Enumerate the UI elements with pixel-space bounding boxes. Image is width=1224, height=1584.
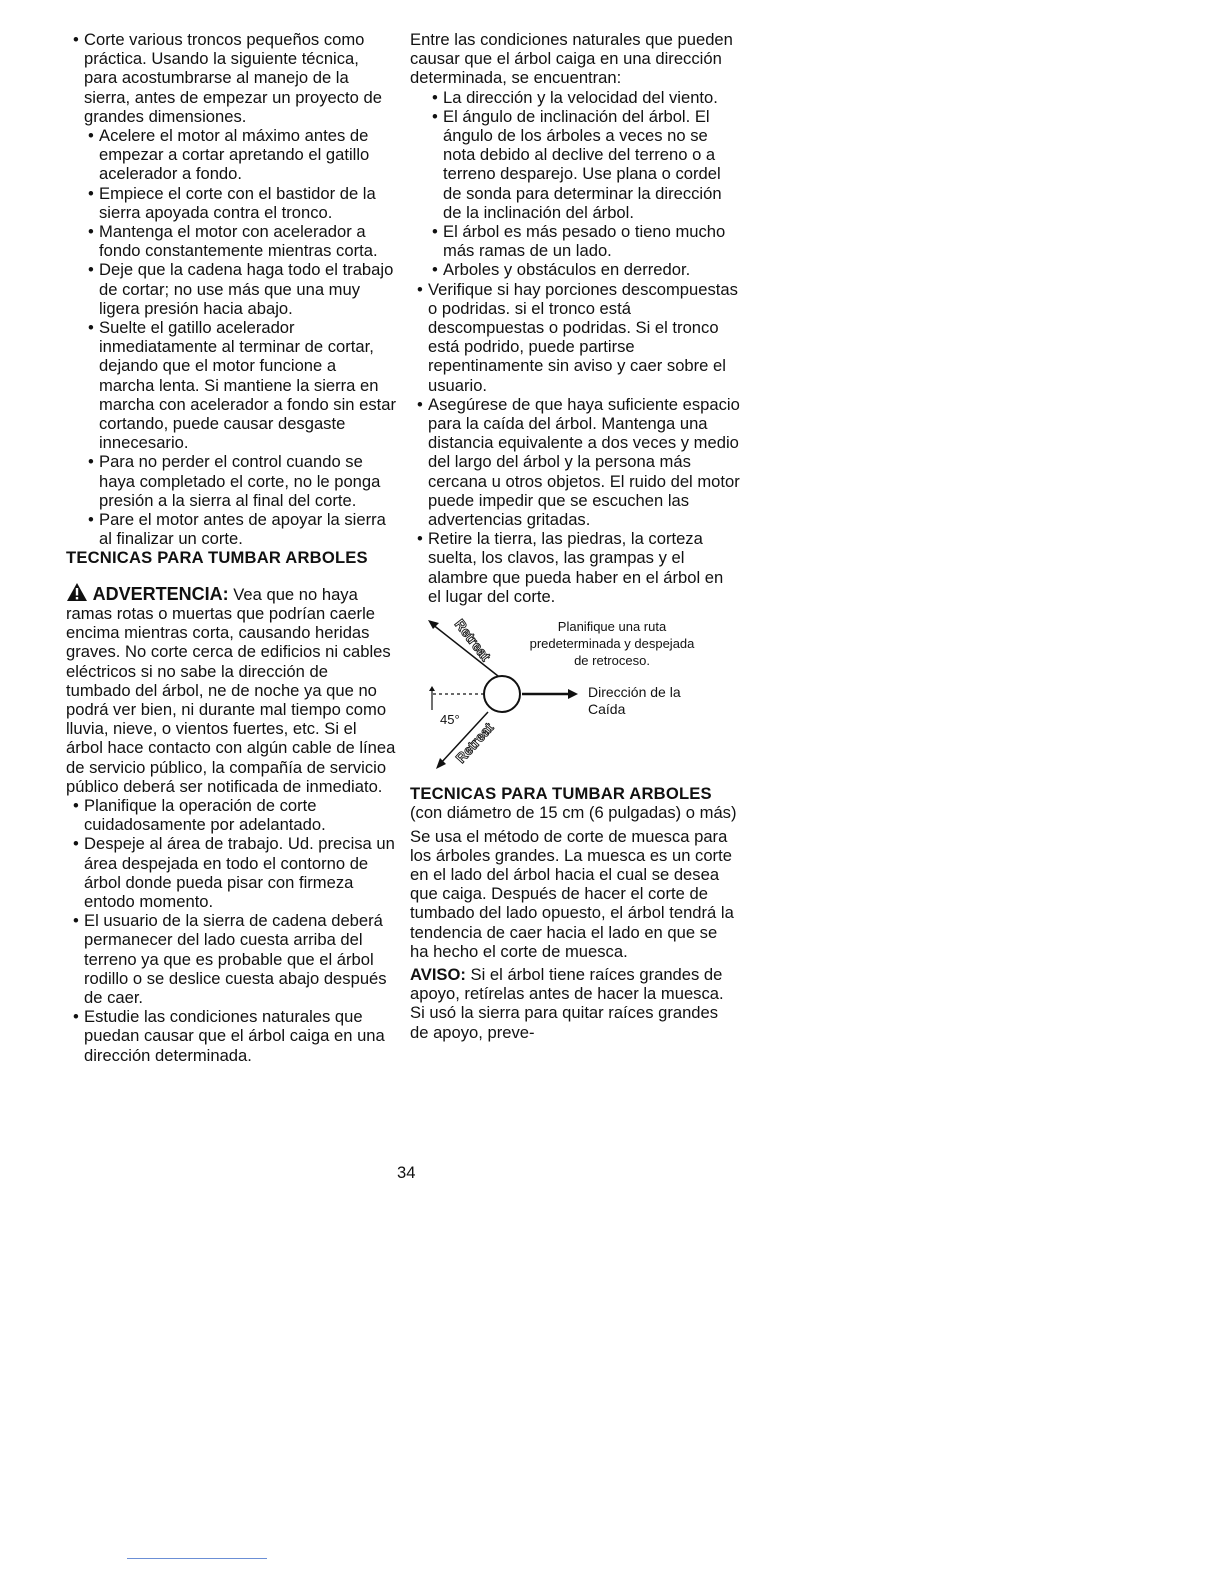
retreat-diagram [410,614,740,784]
sub-bullet-full-throttle: • Mantenga el motor con acelerador a fondo constantemente mientras corta. [66,222,396,260]
tree-circle [484,676,520,712]
sub-bullet-stop-motor: • Pare el motor antes de apoyar la sierra al finalizar un corte. [66,510,396,548]
sub-bullet-release-trigger: • Suelte el gatillo acelerador inmediatamente al terminar de cortar, dejando que el motor funcione a marcha lenta. Si mantiene la sierra en marcha con acelerador a fondo sin estar cortando, puede causar desgaste innecesario. [66,318,396,452]
warning-title: ADVERTENCIA: [92,583,229,604]
warning-text: Vea que no haya ramas rotas o muertas que podrían caerle encima mientras corta, causando heridas graves. No corte cerca de edificios ni cables eléctricos si no sabe la dirección de tumbado del árbol, ne de noche ya que no podrá ver bien, ni durante mal tiempo como lluvia, nieve, o vientos fuertes, etc. Si el árbol hace contacto con algún cable de línea de servicio público, la compañía de servicio público deberá ser notificada de inmediato. [66,584,396,796]
bullet-natural-conditions: • Estudie las condiciones naturales que puedan causar que el árbol caiga en una dirección determinada. [66,1007,396,1065]
aviso-block [410,965,740,1042]
sub-bullet-lean: • El ángulo de inclinación del árbol. El ángulo de los árboles a veces no se nota debido al declive del terreno o a terreno desparejo. Use plana o cordel de sonda para determinar la dirección de la inclinación del árbol. [410,107,740,222]
angle-label: 45° [440,712,460,728]
sub-bullet-weight: • El árbol es más pesado o tieno mucho más ramas de un lado. [410,222,740,260]
footer-rule [127,1558,267,1559]
aviso-text: Si el árbol tiene raíces grandes de apoyo, retírelas antes de hacer la muesca. Si usó la sierra para quitar raíces grandes de apoyo, preve- [410,964,724,1042]
sub-bullet-control: • Para no perder el control cuando se haya completado el corte, no le ponga presión a la sierra al final del corte. [66,452,396,510]
diameter-note: (con diámetro de 15 cm (6 pulgadas) o más) [410,803,737,823]
bullet-uphill: • El usuario de la sierra de cadena deberá permanecer del lado cuesta arriba del terreno ya que es probable que el árbol rodillo o se deslice cuesta abajo después de caer. [66,911,396,1007]
angle-tick-arrow-icon [429,686,435,691]
section-heading-felling: TECNICAS PARA TUMBAR ARBOLES [66,548,368,568]
aviso-label: AVISO: [410,964,466,984]
right-column [410,30,740,1042]
warning-triangle-icon [66,582,88,602]
sub-bullet-wind: • La dirección y la velocidad del viento. [410,88,740,107]
fall-direction-arrow-icon [568,689,578,699]
sub-bullet-start-cut: • Empiece el corte con el bastidor de la sierra apoyada contra el tronco. [66,184,396,222]
warning-block [66,582,396,796]
bullet-clear-area: • Despeje al área de trabajo. Ud. precisa un área despejada en todo el contorno de árbol donde pueda pisar con firmeza entodo momento. [66,834,396,911]
sub-bullet-accelerate: • Acelere el motor al máximo antes de empezar a cortar apretando el gatillo acelerador a fondo. [66,126,396,184]
bullet-plan: • Planifique la operación de corte cuidadosamente por adelantado. [66,796,396,834]
conditions-intro: Entre las condiciones naturales que pueden causar que el árbol caiga en una dirección determinada, se encuentran: [410,30,733,88]
retreat-label-lower: Retreat [452,719,497,767]
route-caption: Planifique una ruta predeterminada y despejada de retroceso. [529,619,695,669]
section-heading-felling-large: TECNICAS PARA TUMBAR ARBOLES [410,784,712,804]
retreat-label-upper: Retreat [451,616,494,664]
sub-bullet-obstacles: • Arboles y obstáculos en derredor. [410,260,740,279]
bullet-space: • Asegúrese de que haya suficiente espacio para la caída del árbol. Mantenga una distancia equivalente a dos veces y medio del largo del árbol y la persona más cercana u otros objetos. El ruido del motor puede impedir que se escuchen las advertencias gritadas. [410,395,740,529]
fall-caption: Dirección de la Caída [588,684,681,718]
bullet-remove-debris: • Retire la tierra, las piedras, la corteza suelta, los clavos, las grampas y el alambre que pueda haber en el árbol en el lugar del corte. [410,529,740,606]
left-column [66,30,396,1065]
bullet-rot: • Verifique si hay porciones descompuestas o podridas. si el tronco está descompuestas o podridas. Si el tronco está podrido, puede partirse repentinamente sin aviso y caer sobre el usuario. [410,280,740,395]
sub-bullet-chain-work: • Deje que la cadena haga todo el trabajo de cortar; no use más que una muy ligera presión hacia abajo. [66,260,396,318]
practice-bullet: • Corte various troncos pequeños como práctica. Usando la siguiente técnica, para acostumbrarse al manejo de la sierra, antes de empezar un proyecto de grandes dimensiones. [66,30,396,126]
notch-paragraph: Se usa el método de corte de muesca para los árboles grandes. La muesca es un corte en el lado del árbol hacia el cual se desea que caiga. Después de hacer el corte de tumbado del lado opuesto, el árbol tendrá la tendencia de caer hacia el lado en que se ha hecho el corte de muesca. [410,826,734,961]
page-number: 34 [397,1163,416,1182]
